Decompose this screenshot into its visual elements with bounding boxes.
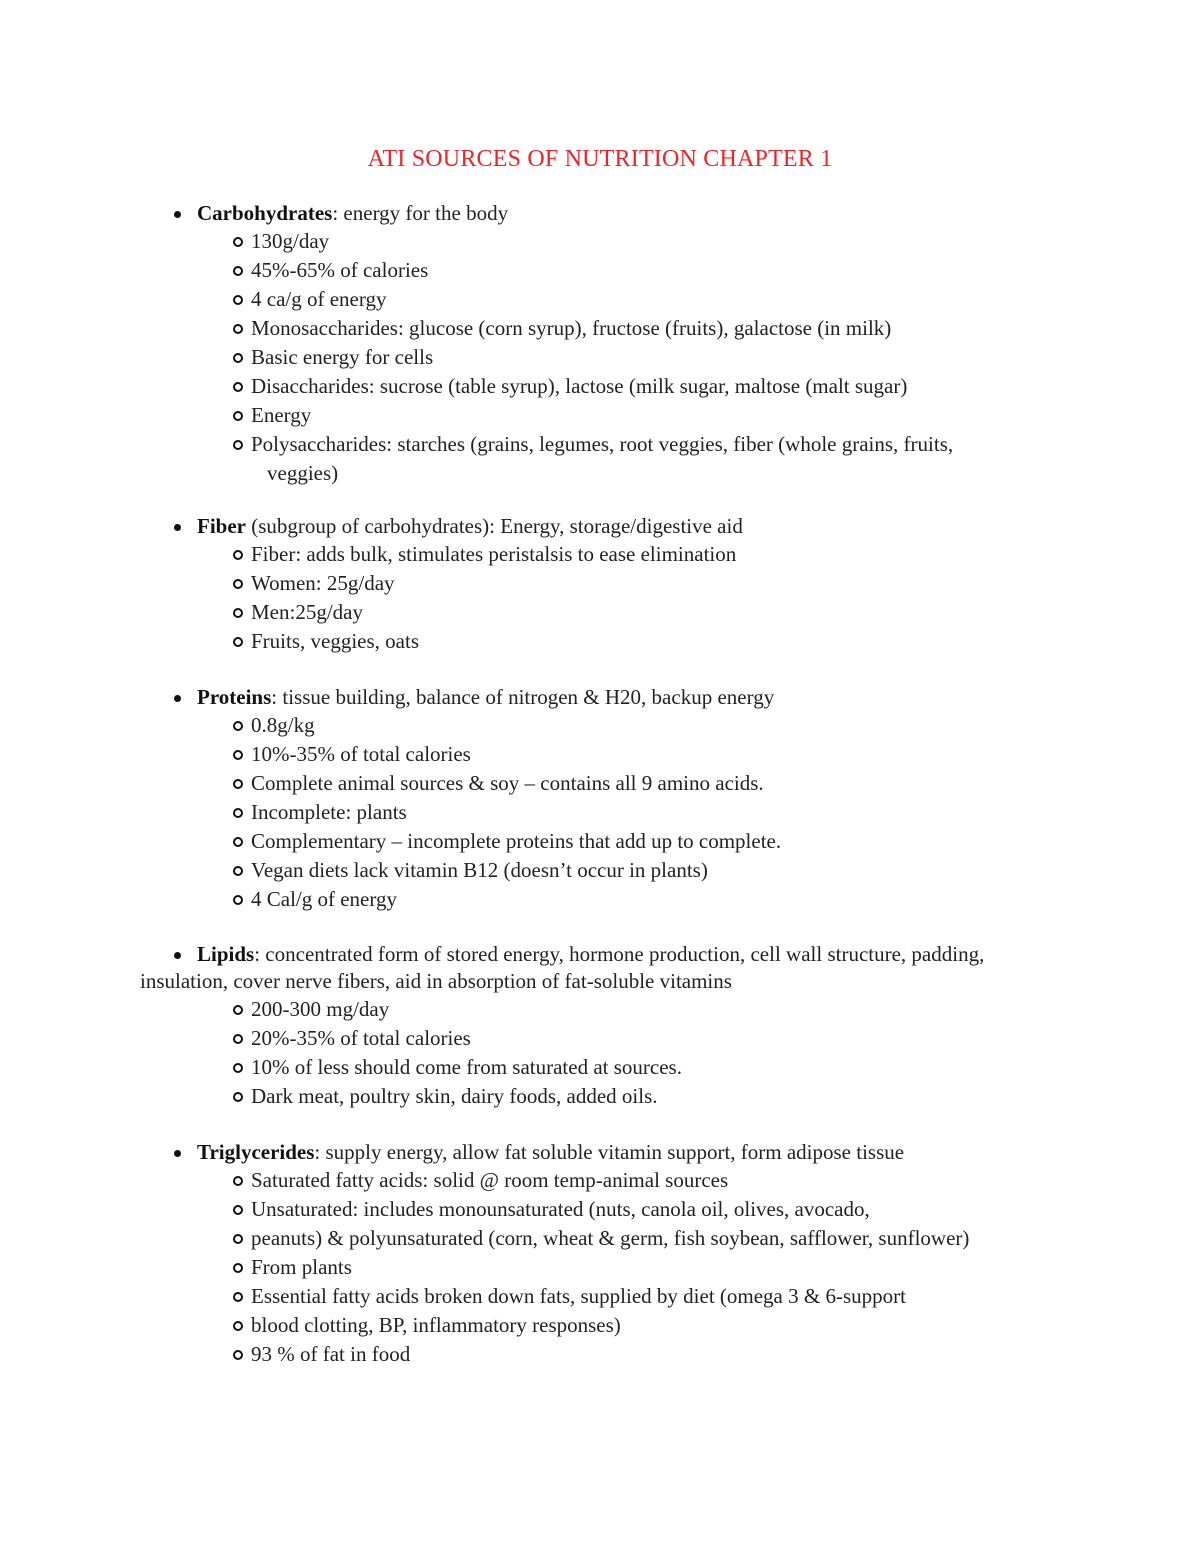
list-item-text: From plants <box>251 1255 352 1279</box>
list-item-text: peanuts) & polyunsaturated (corn, wheat & germ, fish soybean, safflower, sunflower) <box>251 1226 970 1250</box>
section-term: Carbohydrates <box>197 201 333 225</box>
list-item-text: Dark meat, poultry skin, dairy foods, added oils. <box>251 1084 658 1108</box>
circle-bullet-icon <box>233 324 243 334</box>
list-item-text: 93 % of fat in food <box>251 1342 411 1366</box>
list-item-text: 10% of less should come from saturated at sources. <box>251 1055 682 1079</box>
section-description: : energy for the body <box>332 201 509 225</box>
section-carbohydrates <box>140 200 1100 488</box>
circle-bullet-icon <box>233 1321 243 1331</box>
list-item <box>140 798 1051 827</box>
list-item-text: Energy <box>251 403 312 427</box>
section-heading <box>140 941 1000 995</box>
circle-bullet-icon <box>233 1034 243 1044</box>
list-item-text: Vegan diets lack vitamin B12 (doesn’t occur in plants) <box>251 858 708 882</box>
list-item-continuation <box>140 459 1051 488</box>
list-item <box>140 343 1051 372</box>
section-fiber <box>140 513 1100 656</box>
list-item <box>140 1224 1111 1253</box>
list-item <box>140 711 1051 740</box>
list-item-text: Monosaccharides: glucose (corn syrup), fructose (fruits), galactose (in milk) <box>251 316 892 340</box>
sub-list <box>140 711 1100 914</box>
list-item-text: 200-300 mg/day <box>251 997 390 1021</box>
list-item <box>140 827 1051 856</box>
section-term: Fiber <box>197 514 246 538</box>
list-item-text: 10%-35% of total calories <box>251 742 471 766</box>
circle-bullet-icon <box>233 866 243 876</box>
list-item-text: blood clotting, BP, inflammatory responses) <box>251 1313 621 1337</box>
section-description: (subgroup of carbohydrates): Energy, storage/digestive aid <box>245 514 743 538</box>
list-item-text: 4 Cal/g of energy <box>251 887 397 911</box>
circle-bullet-icon <box>233 295 243 305</box>
circle-bullet-icon <box>233 382 243 392</box>
list-item-text: 0.8g/kg <box>251 713 315 737</box>
circle-bullet-icon <box>233 579 243 589</box>
list-item-text: Women: 25g/day <box>251 571 395 595</box>
bullet-dot-icon <box>174 695 181 702</box>
list-item <box>140 856 1051 885</box>
list-item-text: Basic energy for cells <box>251 345 434 369</box>
list-item-text: Incomplete: plants <box>251 800 407 824</box>
circle-bullet-icon <box>233 1350 243 1360</box>
circle-bullet-icon <box>233 895 243 905</box>
list-item <box>140 540 1051 569</box>
section-description: : supply energy, allow fat soluble vitamin support, form adipose tissue <box>314 1140 905 1164</box>
section-heading <box>140 1139 1100 1166</box>
circle-bullet-icon <box>233 440 243 450</box>
circle-bullet-icon <box>233 779 243 789</box>
circle-bullet-icon <box>233 837 243 847</box>
section-heading <box>140 684 1100 711</box>
list-item-text: Fruits, veggies, oats <box>251 629 419 653</box>
circle-bullet-icon <box>233 1292 243 1302</box>
list-item <box>140 1340 1051 1369</box>
list-item <box>140 227 1051 256</box>
circle-bullet-icon <box>233 1205 243 1215</box>
list-item <box>140 1166 1051 1195</box>
circle-bullet-icon <box>233 721 243 731</box>
list-item <box>140 372 1051 401</box>
list-item <box>140 995 1051 1024</box>
list-item-text: Unsaturated: includes monounsaturated (nuts, canola oil, olives, avocado, <box>251 1197 870 1221</box>
list-item <box>140 285 1051 314</box>
list-item <box>140 1253 1051 1282</box>
section-heading <box>140 200 1100 227</box>
list-item-text: Disaccharides: sucrose (table syrup), lactose (milk sugar, maltose (malt sugar) <box>251 374 908 398</box>
list-item-text: Saturated fatty acids: solid @ room temp-animal sources <box>251 1168 729 1192</box>
circle-bullet-icon <box>233 1176 243 1186</box>
sub-list <box>140 1166 1100 1369</box>
list-item <box>140 1195 1051 1224</box>
list-item-text: Essential fatty acids broken down fats, supplied by diet (omega 3 & 6-support <box>251 1284 906 1308</box>
list-item <box>140 598 1051 627</box>
list-item <box>140 885 1051 914</box>
circle-bullet-icon <box>233 608 243 618</box>
list-item-text: 45%-65% of calories <box>251 258 429 282</box>
circle-bullet-icon <box>233 1263 243 1273</box>
sub-list <box>140 995 1100 1111</box>
circle-bullet-icon <box>233 1234 243 1244</box>
section-heading <box>140 513 1100 540</box>
bullet-dot-icon <box>174 1150 181 1157</box>
sub-list <box>140 227 1100 488</box>
list-item <box>140 740 1051 769</box>
circle-bullet-icon <box>233 750 243 760</box>
list-item <box>140 1311 1051 1340</box>
list-item <box>140 1282 1051 1311</box>
bullet-dot-icon <box>174 524 181 531</box>
list-item <box>140 1082 1051 1111</box>
section-triglycerides <box>140 1139 1100 1369</box>
circle-bullet-icon <box>233 237 243 247</box>
list-item <box>140 1053 1051 1082</box>
list-item-text: Men:25g/day <box>251 600 363 624</box>
list-item <box>140 769 1051 798</box>
section-lipids <box>140 941 1100 1111</box>
section-description: : concentrated form of stored energy, hormone production, cell wall structure, padding, insulation, cover nerve fibers, aid in absorption of fat-soluble vitamins <box>140 942 985 993</box>
page-title: ATI SOURCES OF NUTRITION CHAPTER 1 <box>367 146 833 172</box>
list-item-text: 4 ca/g of energy <box>251 287 387 311</box>
circle-bullet-icon <box>233 1092 243 1102</box>
list-item <box>140 569 1051 598</box>
list-item-text: 20%-35% of total calories <box>251 1026 471 1050</box>
circle-bullet-icon <box>233 550 243 560</box>
section-term: Lipids <box>197 942 255 966</box>
circle-bullet-icon <box>233 1063 243 1073</box>
list-item-text: Complete animal sources & soy – contains all 9 amino acids. <box>251 771 764 795</box>
list-item-text: Complementary – incomplete proteins that add up to complete. <box>251 829 782 853</box>
bullet-dot-icon <box>174 211 181 218</box>
circle-bullet-icon <box>233 353 243 363</box>
list-item-text: Polysaccharides: starches (grains, legumes, root veggies, fiber (whole grains, fruits, <box>251 432 954 456</box>
list-item <box>140 1024 1051 1053</box>
list-item-text: Fiber: adds bulk, stimulates peristalsis to ease elimination <box>251 542 737 566</box>
list-item <box>140 256 1051 285</box>
circle-bullet-icon <box>233 637 243 647</box>
section-term: Triglycerides <box>197 1140 315 1164</box>
list-item <box>140 314 1051 343</box>
list-item-text: 130g/day <box>251 229 330 253</box>
bullet-dot-icon <box>174 952 181 959</box>
list-item <box>140 627 1051 656</box>
circle-bullet-icon <box>233 411 243 421</box>
section-proteins <box>140 684 1100 914</box>
list-item <box>140 430 1051 459</box>
section-description: : tissue building, balance of nitrogen & H20, backup energy <box>271 685 775 709</box>
list-item <box>140 401 1051 430</box>
sub-list <box>140 540 1100 656</box>
circle-bullet-icon <box>233 808 243 818</box>
circle-bullet-icon <box>233 1005 243 1015</box>
section-term: Proteins <box>197 685 272 709</box>
list-item-text: veggies) <box>267 461 339 485</box>
circle-bullet-icon <box>233 266 243 276</box>
